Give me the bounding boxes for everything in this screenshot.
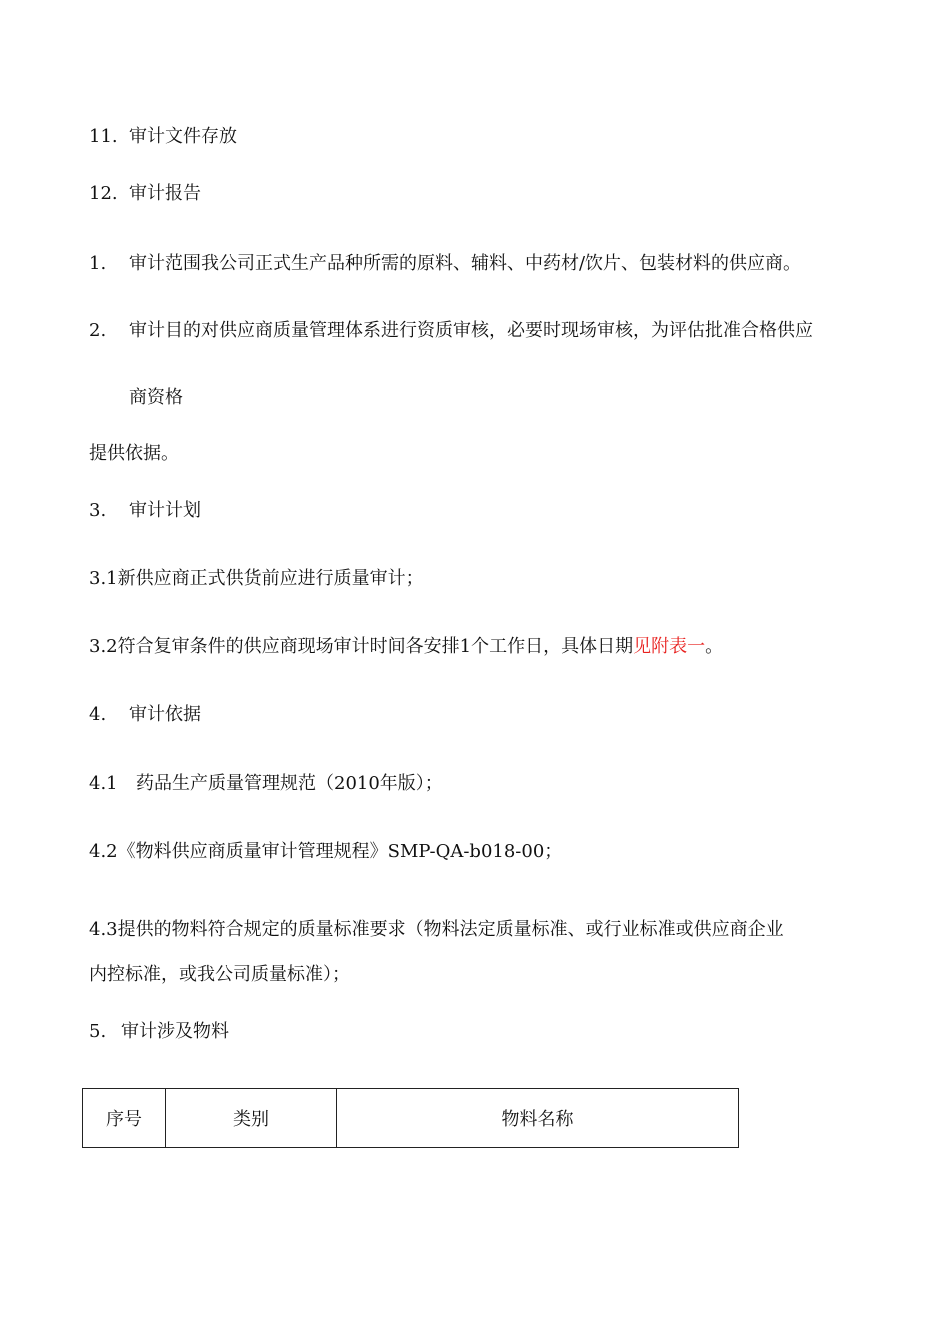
section-number: 12. [89, 183, 118, 204]
paragraph-text: 4.3提供的物料符合规定的质量标准要求（物料法定质量标准、或行业标准或供应商企业 [89, 919, 784, 940]
paragraph-text: 提供依据。 [89, 443, 179, 464]
paragraph-text: 审计目的对供应商质量管理体系进行资质审核，必要时现场审核，为评估批准合格供应 [129, 320, 813, 341]
section-title: 审计文件存放 [129, 126, 237, 147]
header-category: 类别 [166, 1089, 337, 1148]
paragraph-text: 审计范围我公司正式生产品种所需的原料、辅料、中药材/饮片、包装材料的供应商。 [129, 253, 802, 274]
section-1-scope [89, 252, 801, 276]
section-5 [89, 1020, 229, 1044]
item-3-1 [89, 567, 424, 591]
item-4-1 [89, 772, 443, 796]
section-2-end [89, 442, 179, 466]
header-material-name: 物料名称 [337, 1089, 739, 1148]
materials-table [82, 1088, 739, 1148]
section-number: 11. [89, 126, 118, 147]
section-number: 4. [89, 704, 107, 725]
paragraph-text: 3.1新供应商正式供货前应进行质量审计； [89, 568, 424, 589]
section-4 [89, 703, 201, 727]
item-number: 4.1 [89, 773, 118, 794]
item-4-2 [89, 840, 562, 864]
paragraph-text: 4.2《物料供应商质量审计管理规程》SMP-QA-b018-00； [89, 841, 563, 862]
item-4-3 [89, 918, 784, 942]
section-number: 5. [89, 1021, 107, 1042]
paragraph-text: 药品生产质量管理规范（2010年版）； [136, 773, 443, 794]
section-number: 3. [89, 500, 107, 521]
section-title: 审计依据 [129, 704, 201, 725]
paragraph-text: 内控标准，或我公司质量标准）； [89, 964, 350, 985]
table-header-row [83, 1089, 739, 1148]
section-12 [89, 182, 201, 206]
item-4-3-continuation [89, 963, 350, 987]
section-title: 审计计划 [129, 500, 201, 521]
header-serial-number: 序号 [83, 1089, 166, 1148]
paragraph-end: 。 [705, 636, 724, 657]
section-2-purpose [89, 319, 813, 343]
section-2-continuation [129, 386, 183, 410]
appendix-reference: 见附表一 [633, 636, 706, 657]
paragraph-text: 商资格 [129, 387, 183, 408]
section-title: 审计报告 [129, 183, 201, 204]
section-number: 2. [89, 320, 107, 341]
section-3 [89, 499, 201, 523]
section-11 [89, 125, 237, 149]
paragraph-text: 3.2符合复审条件的供应商现场审计时间各安排1个工作日，具体日期 [89, 636, 634, 657]
section-number: 1. [89, 253, 107, 274]
section-title: 审计涉及物料 [121, 1021, 229, 1042]
item-3-2 [89, 635, 723, 659]
